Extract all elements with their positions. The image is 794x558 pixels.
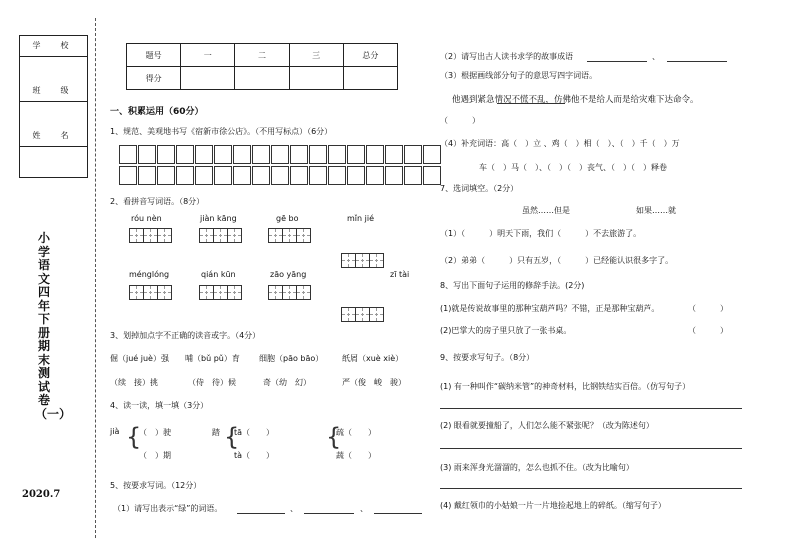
q7-option: 虽然……但是 — [522, 206, 570, 215]
q3-item: 哺（bǔ pǔ）育 — [185, 354, 240, 363]
sentence-underline — [497, 103, 565, 104]
q9-4-text: (4) 戴红领巾的小姑娘一片一片地捡起地上的碎纸。（缩写句子） — [440, 501, 666, 510]
answer-line[interactable] — [237, 513, 285, 514]
name-label: 姓 名 — [20, 126, 87, 147]
q3-text: 3、划掉加点字不正确的读音或字。（4分） — [110, 331, 261, 340]
tianzige-box[interactable] — [199, 228, 242, 243]
answer-line[interactable] — [587, 61, 647, 62]
q8-1-text: (1)就是传说故事里的那种宝葫芦吗？不错，正是那种宝葫芦。 — [440, 304, 660, 313]
answer-line[interactable] — [440, 488, 742, 489]
q9-1-text: (1) 有一种叫作“碳纳米管”的神奇材料，比钢铁结实百倍。（仿写句子） — [440, 382, 691, 391]
q5-3-text: （3）根据画线部分句子的意思写四字词语。 — [440, 71, 598, 80]
pinyin: ménglóng — [129, 270, 170, 279]
exam-year: 2020.7 — [22, 489, 61, 500]
pinyin: qián kūn — [201, 270, 236, 279]
q3-item: （续 接）挑 — [110, 378, 158, 387]
score-cell[interactable] — [181, 67, 235, 90]
score-header-cell: 题号 — [127, 44, 181, 67]
section1-title: 一、积累运用（60分） — [110, 107, 204, 117]
q5-3-sentence: 他遇到紧急情况不慌不乱，仿佛他不是给人而是给灾难下达命令。 — [452, 95, 699, 105]
answer-line[interactable] — [667, 61, 727, 62]
q4-blank[interactable]: （ ）驶 — [139, 428, 171, 437]
pinyin: zāo yāng — [270, 270, 307, 279]
q4-pinyin: jià — [110, 427, 120, 436]
tianzige-box[interactable] — [268, 285, 311, 300]
pinyin: gē bo — [276, 214, 299, 223]
q9-text: 9、按要求写句子。（8分） — [440, 353, 535, 362]
q7-option: 如果……就 — [636, 206, 676, 215]
pinyin: zī tài — [390, 270, 410, 279]
class-label: 班 级 — [20, 81, 87, 102]
q4-blank[interactable]: tà（ ） — [234, 451, 275, 460]
answer-line[interactable] — [440, 448, 742, 449]
q7-text: 7、选词填空。（2分） — [440, 184, 519, 193]
pinyin: mǐn jié — [347, 214, 374, 223]
brace-icon: { — [126, 423, 142, 451]
exam-title-vertical: 小学语文四年下册期末测试卷（一） — [35, 231, 72, 421]
score-table — [126, 43, 398, 90]
q8-answer[interactable]: （ ） — [688, 326, 728, 335]
q5-3-answer[interactable]: （ ） — [440, 116, 480, 125]
separator: 、 — [360, 504, 368, 513]
brace-icon: { — [224, 423, 240, 451]
q3-item: 奇（幼 幻） — [263, 378, 311, 387]
school-label: 学 校 — [20, 36, 87, 57]
q7-1-text: （1）（ ）明天下雨，我们（ ）不去旅游了。 — [440, 229, 642, 238]
tianzige-box[interactable] — [129, 285, 172, 300]
q8-2-text: (2)巴掌大的房子里只放了一张书桌。 — [440, 326, 572, 335]
q9-3-text: (3) 雨来浑身光溜溜的，怎么也抓不住。（改为比喻句） — [440, 463, 634, 472]
q9-2-text: (2) 眼看就要撞船了，人们怎么能不紧张呢？（改为陈述句） — [440, 421, 654, 430]
q5-2-text: （2）请写出古人读书求学的故事成语 — [440, 52, 574, 61]
student-info-table — [19, 35, 88, 178]
score-header-cell: 一 — [181, 44, 235, 67]
pinyin: róu nèn — [131, 214, 162, 223]
q1-text: 1、规范、美观地书写《宿新市徐公店》。（不用写标点）（6分） — [110, 127, 333, 136]
q4-blank[interactable]: 疏（ ） — [336, 428, 376, 437]
score-cell[interactable] — [343, 67, 397, 90]
q4-char: 踏 — [212, 428, 220, 437]
score-header-cell: 三 — [289, 44, 343, 67]
q4-blank[interactable]: （ ）期 — [139, 451, 171, 460]
binding-line — [95, 18, 96, 538]
tianzige-box[interactable] — [129, 228, 172, 243]
score-header-cell: 总分 — [343, 44, 397, 67]
score-cell[interactable] — [289, 67, 343, 90]
q4-blank[interactable]: 蔬（ ） — [336, 451, 376, 460]
tianzige-box[interactable] — [199, 285, 242, 300]
tianzige-box[interactable] — [341, 253, 384, 268]
q8-answer[interactable]: （ ） — [688, 304, 728, 313]
tianzige-box[interactable] — [268, 228, 311, 243]
answer-line[interactable] — [304, 513, 354, 514]
q5-4-line2: 车（ ）马（ ）、（ ）（ ）丧气、（ ）（ ）释卷 — [479, 163, 667, 172]
brace-icon: { — [326, 423, 342, 451]
score-cell[interactable] — [235, 67, 289, 90]
score-row-label: 得分 — [127, 67, 181, 90]
score-header-cell: 二 — [235, 44, 289, 67]
tianzige-box[interactable] — [341, 307, 384, 322]
pinyin: jiàn kāng — [200, 214, 237, 223]
q3-item: 严（俊 峻 骏） — [342, 378, 406, 387]
q8-text: 8、写出下面句子运用的修辞手法。(2分) — [440, 281, 585, 290]
q3-item: 倔（jué juè）强 — [110, 354, 169, 363]
answer-line[interactable] — [374, 513, 422, 514]
separator: 、 — [652, 52, 660, 61]
q5-text: 5、按要求写词。（12分） — [110, 481, 202, 490]
q4-blank[interactable]: tā（ ） — [234, 428, 275, 437]
q4-text: 4、读一读，填一填（3分） — [110, 401, 209, 410]
q7-2-text: （2）弟弟（ ）只有五岁，（ ）已经能认识很多字了。 — [440, 256, 674, 265]
q3-item: （侍 待）候 — [188, 378, 236, 387]
q2-text: 2、看拼音写词语。（8分） — [110, 197, 205, 206]
separator: 、 — [290, 504, 298, 513]
q3-item: 细胞（pāo bāo） — [259, 354, 324, 363]
answer-line[interactable] — [440, 408, 742, 409]
q5-4-line1: （4）补充词语：高（ ）立 、鸡（ ）相（ ）、（ ）千（ ）万 — [440, 139, 680, 148]
q5-1-text: （1）请写出表示“绿”的词语。 — [113, 504, 223, 513]
q3-item: 纸屑（xuè xiè） — [342, 354, 404, 363]
writing-grid[interactable] — [119, 145, 442, 164]
writing-grid[interactable] — [119, 166, 442, 185]
